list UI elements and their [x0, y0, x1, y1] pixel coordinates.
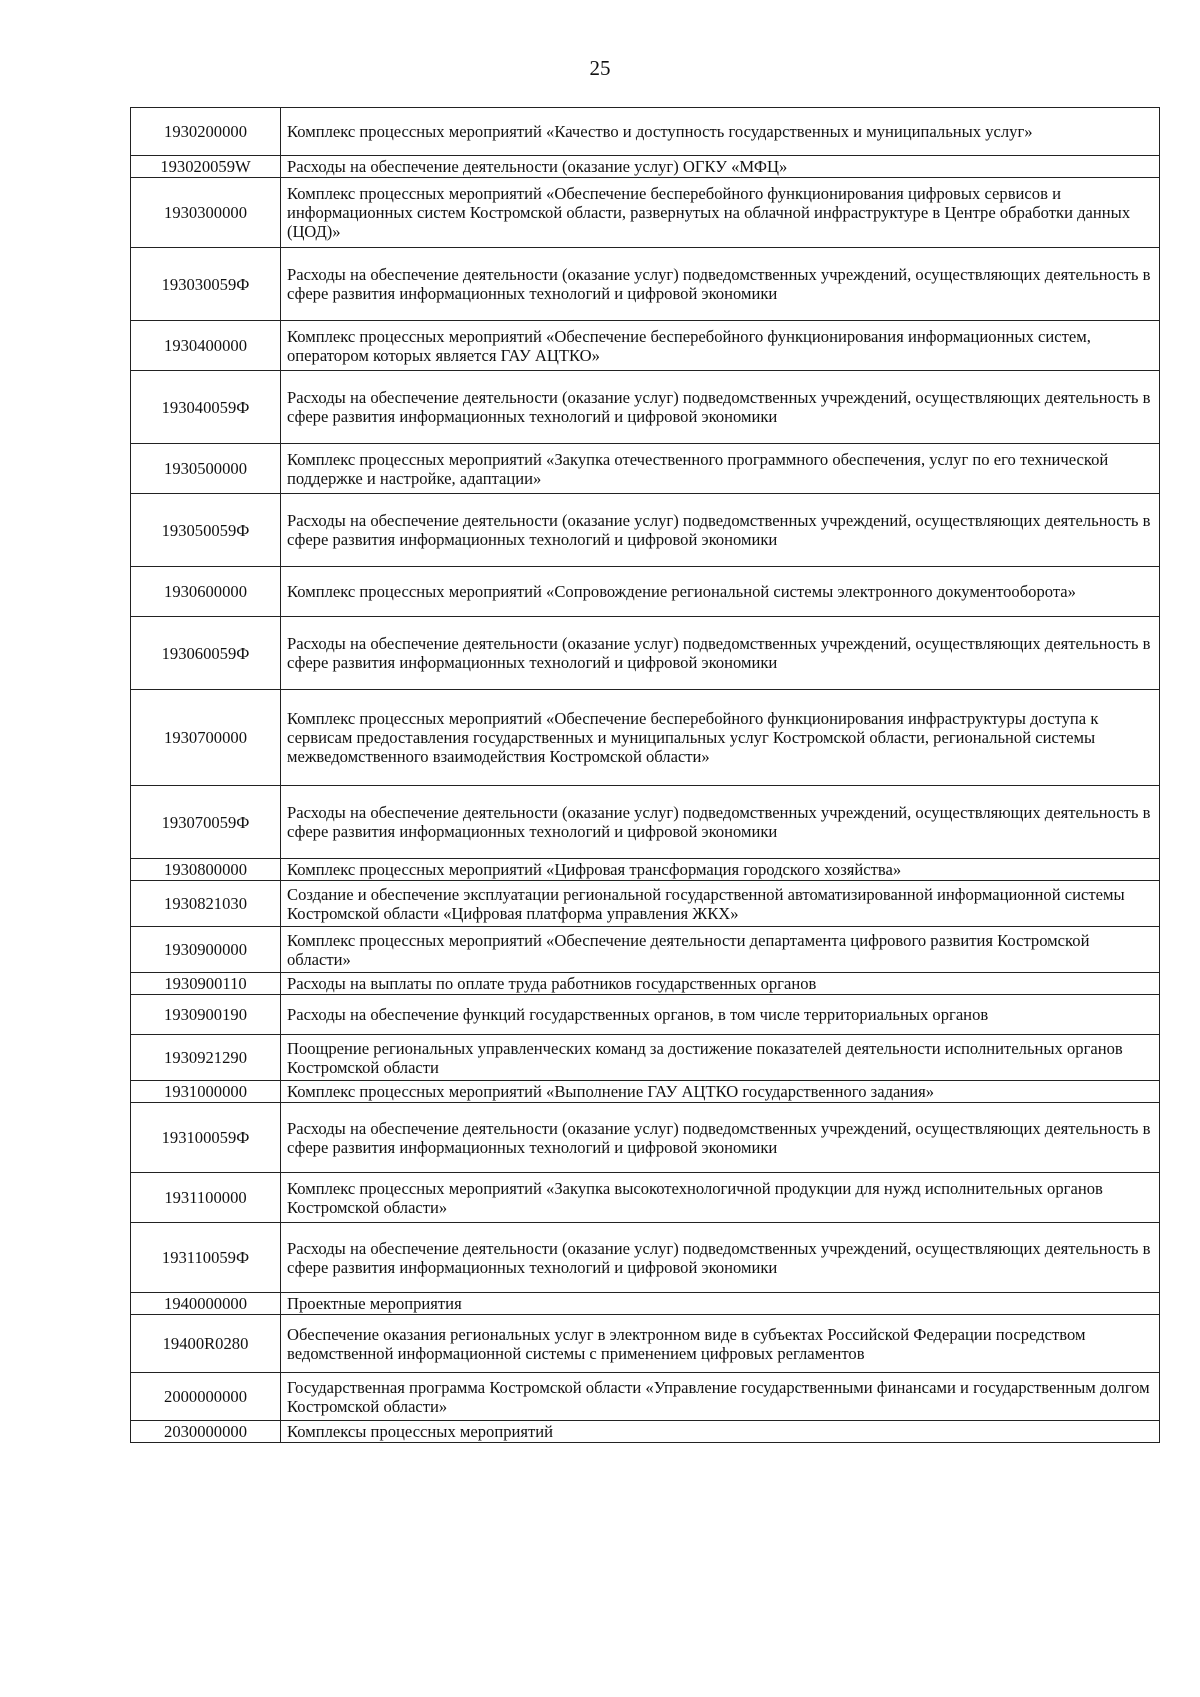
row-description: Расходы на обеспечение деятельности (оказание услуг) подведомственных учреждений, осуществляющих деятельность в сфере развития информационных технологий и цифровой экономики [281, 617, 1160, 690]
budget-classification-table [130, 107, 1160, 1443]
table-row [131, 178, 1160, 248]
row-description: Расходы на обеспечение деятельности (оказание услуг) ОГКУ «МФЦ» [281, 156, 1160, 178]
row-code: 1930900000 [131, 927, 281, 973]
table-row [131, 786, 1160, 859]
row-code: 1930921290 [131, 1035, 281, 1081]
table-row [131, 248, 1160, 321]
table-row [131, 995, 1160, 1035]
row-description: Комплекс процессных мероприятий «Цифровая трансформация городского хозяйства» [281, 859, 1160, 881]
row-code: 193030059Ф [131, 248, 281, 321]
table-row [131, 444, 1160, 494]
row-code: 1930600000 [131, 567, 281, 617]
table-row [131, 371, 1160, 444]
table-body [131, 108, 1160, 1443]
row-description: Комплекс процессных мероприятий «Качество и доступность государственных и муниципальных услуг» [281, 108, 1160, 156]
table-row [131, 567, 1160, 617]
row-code: 1930821030 [131, 881, 281, 927]
row-description: Государственная программа Костромской области «Управление государственными финансами и государственным долгом Костромской области» [281, 1373, 1160, 1421]
table-row [131, 108, 1160, 156]
row-description: Комплекс процессных мероприятий «Закупка высокотехнологичной продукции для нужд исполнительных органов Костромской области» [281, 1173, 1160, 1223]
table-row [131, 1035, 1160, 1081]
table-row [131, 617, 1160, 690]
row-description: Комплекс процессных мероприятий «Выполнение ГАУ АЦТКО государственного задания» [281, 1081, 1160, 1103]
row-description: Комплекс процессных мероприятий «Обеспечение бесперебойного функционирования информационных систем, оператором которых является ГАУ АЦТКО» [281, 321, 1160, 371]
page-number: 25 [589, 56, 611, 80]
row-code: 1930900190 [131, 995, 281, 1035]
table-row [131, 1293, 1160, 1315]
row-description: Расходы на обеспечение функций государственных органов, в том числе территориальных органов [281, 995, 1160, 1035]
row-code: 1930900110 [131, 973, 281, 995]
row-description: Расходы на обеспечение деятельности (оказание услуг) подведомственных учреждений, осуществляющих деятельность в сфере развития информационных технологий и цифровой экономики [281, 786, 1160, 859]
row-code: 1930800000 [131, 859, 281, 881]
row-code: 193110059Ф [131, 1223, 281, 1293]
row-description: Поощрение региональных управленческих команд за достижение показателей деятельности исполнительных органов Костромской области [281, 1035, 1160, 1081]
table-row [131, 927, 1160, 973]
row-code: 1930500000 [131, 444, 281, 494]
row-description: Комплекс процессных мероприятий «Обеспечение бесперебойного функционирования цифровых сервисов и информационных систем Костромской области, развернутых на облачной инфраструктуре в Центре обработки данных (ЦОД)» [281, 178, 1160, 248]
row-code: 193040059Ф [131, 371, 281, 444]
table-row [131, 1081, 1160, 1103]
row-code: 1930700000 [131, 690, 281, 786]
row-description: Комплекс процессных мероприятий «Сопровождение региональной системы электронного документооборота» [281, 567, 1160, 617]
row-description: Расходы на выплаты по оплате труда работников государственных органов [281, 973, 1160, 995]
table-row [131, 494, 1160, 567]
row-description: Расходы на обеспечение деятельности (оказание услуг) подведомственных учреждений, осуществляющих деятельность в сфере развития информационных технологий и цифровой экономики [281, 494, 1160, 567]
table-row [131, 1315, 1160, 1373]
row-description: Проектные мероприятия [281, 1293, 1160, 1315]
table-row [131, 1223, 1160, 1293]
row-description: Расходы на обеспечение деятельности (оказание услуг) подведомственных учреждений, осуществляющих деятельность в сфере развития информационных технологий и цифровой экономики [281, 371, 1160, 444]
table-row [131, 690, 1160, 786]
table-row [131, 321, 1160, 371]
row-code: 1940000000 [131, 1293, 281, 1315]
row-code: 1930300000 [131, 178, 281, 248]
row-code: 19400R0280 [131, 1315, 281, 1373]
row-code: 193060059Ф [131, 617, 281, 690]
row-description: Расходы на обеспечение деятельности (оказание услуг) подведомственных учреждений, осуществляющих деятельность в сфере развития информационных технологий и цифровой экономики [281, 1223, 1160, 1293]
row-code: 193100059Ф [131, 1103, 281, 1173]
table-row [131, 881, 1160, 927]
table-row [131, 1173, 1160, 1223]
row-description: Создание и обеспечение эксплуатации региональной государственной автоматизированной информационной системы Костромской области «Цифровая платформа управления ЖКХ» [281, 881, 1160, 927]
row-code: 1931000000 [131, 1081, 281, 1103]
table-row [131, 973, 1160, 995]
row-code: 2000000000 [131, 1373, 281, 1421]
table-row [131, 1421, 1160, 1443]
row-description: Комплекс процессных мероприятий «Обеспечение деятельности департамента цифрового развития Костромской области» [281, 927, 1160, 973]
table-row [131, 156, 1160, 178]
row-description: Комплексы процессных мероприятий [281, 1421, 1160, 1443]
table-row [131, 1103, 1160, 1173]
row-code: 1930400000 [131, 321, 281, 371]
row-description: Расходы на обеспечение деятельности (оказание услуг) подведомственных учреждений, осуществляющих деятельность в сфере развития информационных технологий и цифровой экономики [281, 248, 1160, 321]
row-code: 1930200000 [131, 108, 281, 156]
row-description: Комплекс процессных мероприятий «Обеспечение бесперебойного функционирования инфраструктуры доступа к сервисам предоставления государственных и муниципальных услуг Костромской области, региональной системы межведомственного взаимодействия Костромской области» [281, 690, 1160, 786]
row-code: 193050059Ф [131, 494, 281, 567]
row-description: Комплекс процессных мероприятий «Закупка отечественного программного обеспечения, услуг по его технической поддержке и настройке, адаптации» [281, 444, 1160, 494]
row-description: Расходы на обеспечение деятельности (оказание услуг) подведомственных учреждений, осуществляющих деятельность в сфере развития информационных технологий и цифровой экономики [281, 1103, 1160, 1173]
table-row [131, 859, 1160, 881]
row-code: 2030000000 [131, 1421, 281, 1443]
row-code: 193020059W [131, 156, 281, 178]
table-row [131, 1373, 1160, 1421]
row-code: 193070059Ф [131, 786, 281, 859]
row-description: Обеспечение оказания региональных услуг в электронном виде в субъектах Российской Федерации посредством ведомственной информационной системы с применением цифровых регламентов [281, 1315, 1160, 1373]
row-code: 1931100000 [131, 1173, 281, 1223]
